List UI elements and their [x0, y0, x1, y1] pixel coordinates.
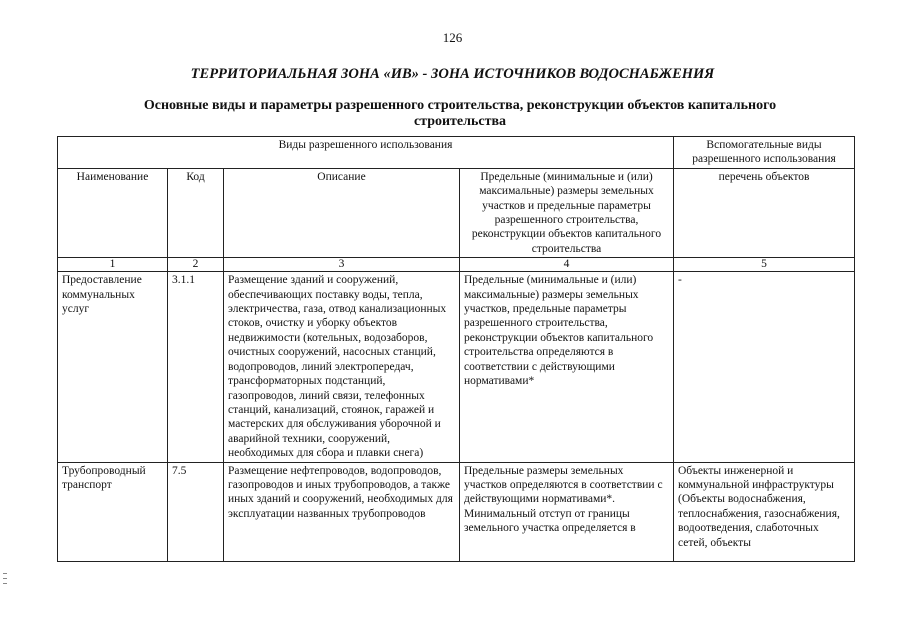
use-description-cell: Размещение нефтепроводов, водопроводов, газопроводов и иных трубопроводов, а также иных зданий и сооружений, необходимых для эксплуатации названных трубопроводов	[224, 462, 460, 561]
column-number-row	[58, 258, 855, 272]
permitted-use-table	[57, 136, 855, 562]
header-description: Описание	[224, 168, 460, 257]
column-header-row	[58, 168, 855, 257]
column-number: 5	[674, 258, 855, 272]
use-limits-cell: Предельные (минимальные и (или) максимальные) размеры земельных участков, предельные параметры разрешенного строительства, реконструкции объектов капитального строительства определяются в соответствии с действующими нормативами*	[460, 272, 674, 462]
use-objects-cell: -	[674, 272, 855, 462]
column-number: 3	[224, 258, 460, 272]
scan-margin-mark	[3, 573, 7, 574]
column-number: 1	[58, 258, 168, 272]
group-header-row	[58, 137, 855, 169]
zone-title: ТЕРРИТОРИАЛЬНАЯ ЗОНА «ИВ» - ЗОНА ИСТОЧНИКОВ ВОДОСНАБЖЕНИЯ	[190, 66, 715, 82]
use-limits-cell: Предельные размеры земельных участков определяются в соответствии с действующими нормативами*. Минимальный отступ от границы земельного участка определяется в	[460, 462, 674, 561]
use-code-cell: 7.5	[168, 462, 224, 561]
header-code: Код	[168, 168, 224, 257]
aux-uses-header: Вспомогательные виды разрешенного использования	[674, 137, 855, 169]
column-number: 2	[168, 258, 224, 272]
use-name-cell: Предоставление коммунальных услуг	[58, 272, 168, 462]
header-name: Наименование	[58, 168, 168, 257]
use-description-cell: Размещение зданий и сооружений, обеспечивающих поставку воды, тепла, электричества, газа, отвод канализационных стоков, очистку и уборку объектов недвижимости (котельных, водозаборов, очистных сооружений, насосных станций, водопроводов, линий электропередач, трансформаторных подстанций, газопроводов, линий связи, телефонных станций, канализаций, стоянок, гаражей и мастерских для обслуживания уборочной и аварийной техники, сооружений, необходимых для сбора и плавки снега)	[224, 272, 460, 462]
section-subtitle: Основные виды и параметры разрешенного строительства, реконструкции объектов капитального строительства	[143, 98, 777, 129]
column-number: 4	[460, 258, 674, 272]
table-row	[58, 462, 855, 561]
header-limits: Предельные (минимальные и (или) максимальные) размеры земельных участков и предельные параметры разрешенного строительства, реконструкции объектов капитального строительства	[460, 168, 674, 257]
header-objects: перечень объектов	[674, 168, 855, 257]
scan-margin-mark	[3, 583, 7, 584]
use-code-cell: 3.1.1	[168, 272, 224, 462]
use-objects-cell: Объекты инженерной и коммунальной инфраструктуры (Объекты водоснабжения, теплоснабжения, газоснабжения, водоотведения, слаботочных сетей, объекты	[674, 462, 855, 561]
table-row	[58, 272, 855, 462]
use-name-cell: Трубопроводный транспорт	[58, 462, 168, 561]
page-number: 126	[442, 30, 463, 45]
scan-margin-mark	[3, 578, 7, 579]
main-uses-header: Виды разрешенного использования	[58, 137, 674, 169]
